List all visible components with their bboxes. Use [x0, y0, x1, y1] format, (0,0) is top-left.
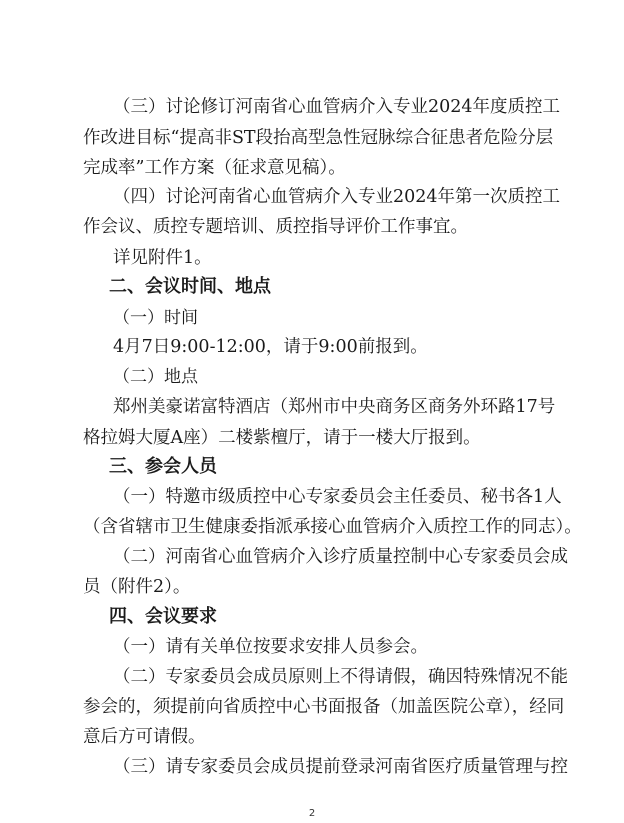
paragraph-line: （四）讨论河南省心血管病介入专业2024年第一次质控工: [113, 187, 561, 207]
subsection-heading: （二）地点: [113, 367, 198, 387]
paragraph-line: 详见附件1。: [113, 248, 212, 268]
page-number: 2: [308, 808, 316, 819]
section-heading: 三、参会人员: [109, 456, 217, 477]
section-heading: 四、会议要求: [109, 606, 217, 627]
paragraph-line: 4月7日9:00-12:00，请于9:00前报到。: [113, 337, 428, 357]
paragraph-line: 参会的，须提前向省质控中心书面报备（加盖医院公章），经同: [83, 697, 565, 717]
paragraph-line: 完成率”工作方案（征求意见稿）。: [83, 158, 346, 178]
paragraph-line: （含省辖市卫生健康委指派承接心血管病介入质控工作的同志）。: [83, 517, 582, 537]
paragraph-line: 员（附件2）。: [83, 577, 191, 597]
section-heading: 二、会议时间、地点: [109, 276, 271, 297]
paragraph-line: 作改进目标“提高非ST段抬高型急性冠脉综合征患者危险分层: [83, 128, 554, 148]
paragraph-line: （一）特邀市级质控中心专家委员会主任委员、秘书各1人: [113, 487, 562, 507]
paragraph-line: （三）请专家委员会成员提前登录河南省医疗质量管理与控: [113, 757, 568, 777]
paragraph-line: （三）讨论修订河南省心血管病介入专业2024年度质控工: [113, 97, 561, 117]
paragraph-line: （二）河南省心血管病介入诊疗质量控制中心专家委员会成: [113, 547, 568, 567]
paragraph-line: 作会议、质控专题培训、质控指导评价工作事宜。: [83, 217, 468, 237]
paragraph-line: （二）专家委员会成员原则上不得请假，确因特殊情况不能: [113, 667, 568, 687]
paragraph-line: 格拉姆大厦A座）二楼紫檀厅，请于一楼大厅报到。: [83, 428, 481, 448]
paragraph-line: 意后方可请假。: [83, 727, 206, 747]
paragraph-line: （一）请有关单位按要求安排人员参会。: [113, 637, 428, 657]
subsection-heading: （一）时间: [113, 308, 198, 328]
paragraph-line: 郑州美豪诺富特酒店（郑州市中央商务区商务外环路17号: [113, 397, 556, 417]
